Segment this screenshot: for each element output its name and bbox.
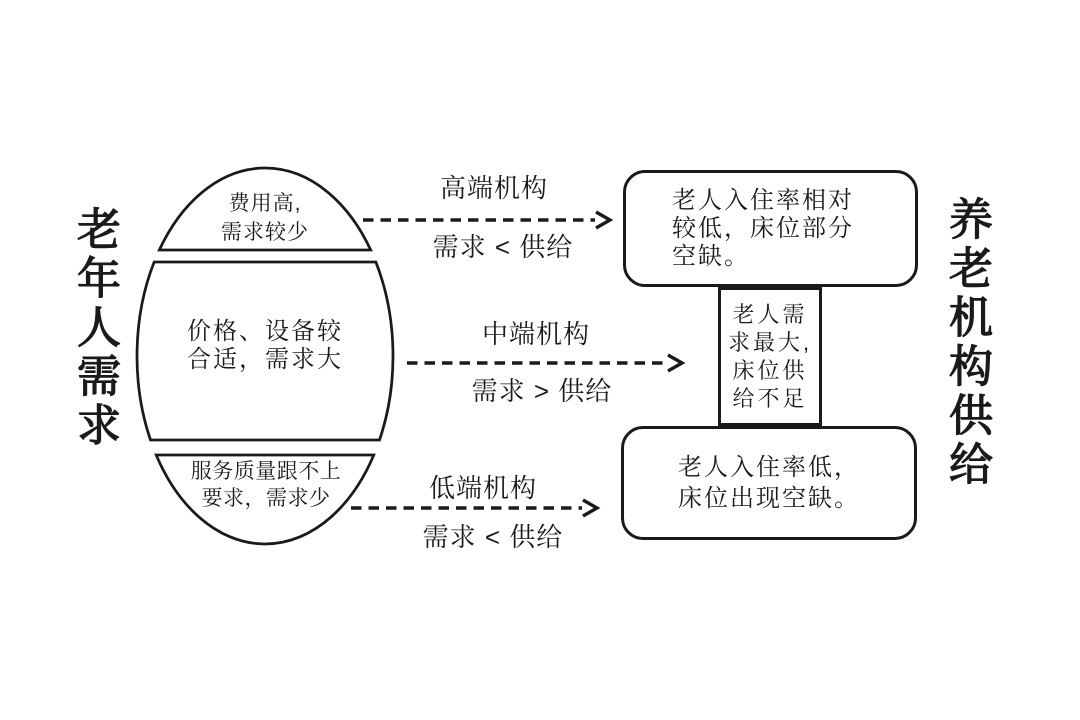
arrow-label-high-end-name: 高端机构: [439, 173, 549, 203]
arrow-label-high-end-relation: 需求 < 供给: [432, 232, 574, 262]
arrow-label-mid-end-name: 中端机构: [481, 319, 591, 349]
ellipse-bottom-text-line: 要求，需求少: [201, 487, 331, 510]
dashed-arrow-mid-end: [407, 355, 682, 371]
supply-box-low-end-line: 床位出现空缺。: [678, 485, 860, 512]
ellipse-bottom-segment-text: [191, 458, 342, 512]
ellipse-bottom-text-line: 服务质量跟不上: [190, 460, 342, 483]
left-axis-title: 老年人需求: [70, 206, 119, 451]
ellipse-middle-segment-text: [187, 318, 343, 374]
supply-box-low-end: [621, 426, 917, 540]
right-axis-title: 养老机构供给: [942, 196, 991, 490]
supply-box-mid-end-line: 给不足: [732, 385, 808, 411]
ellipse-top-segment-text: [221, 189, 309, 247]
arrow-label-low-end-name: 低端机构: [428, 473, 538, 503]
dashed-arrow-high-end: [363, 212, 610, 228]
ellipse-middle-text-line: 价格、设备较: [187, 318, 343, 345]
supply-box-mid-end-line: 床位供: [732, 357, 808, 383]
supply-box-high-end-line: 老人入住率相对: [672, 186, 854, 214]
supply-box-high-end-line: 较低，床位部分: [672, 214, 854, 242]
supply-box-low-end-line: 老人入住率低，: [678, 454, 860, 481]
supply-box-mid-end-line: 求最大,: [727, 329, 813, 355]
arrow-label-low-end-relation: 需求 < 供给: [422, 522, 564, 552]
arrow-label-mid-end-relation: 需求 > 供给: [471, 376, 613, 406]
supply-box-high-end: [623, 170, 918, 287]
supply-box-high-end-line: 空缺。: [672, 242, 750, 270]
ellipse-top-text-line: 需求较少: [221, 221, 309, 244]
supply-box-mid-end: [718, 287, 822, 426]
ellipse-middle-text-line: 合适，需求大: [187, 346, 343, 373]
supply-box-mid-end-line: 老人需: [732, 301, 808, 327]
ellipse-top-text-line: 费用高,: [228, 192, 302, 215]
